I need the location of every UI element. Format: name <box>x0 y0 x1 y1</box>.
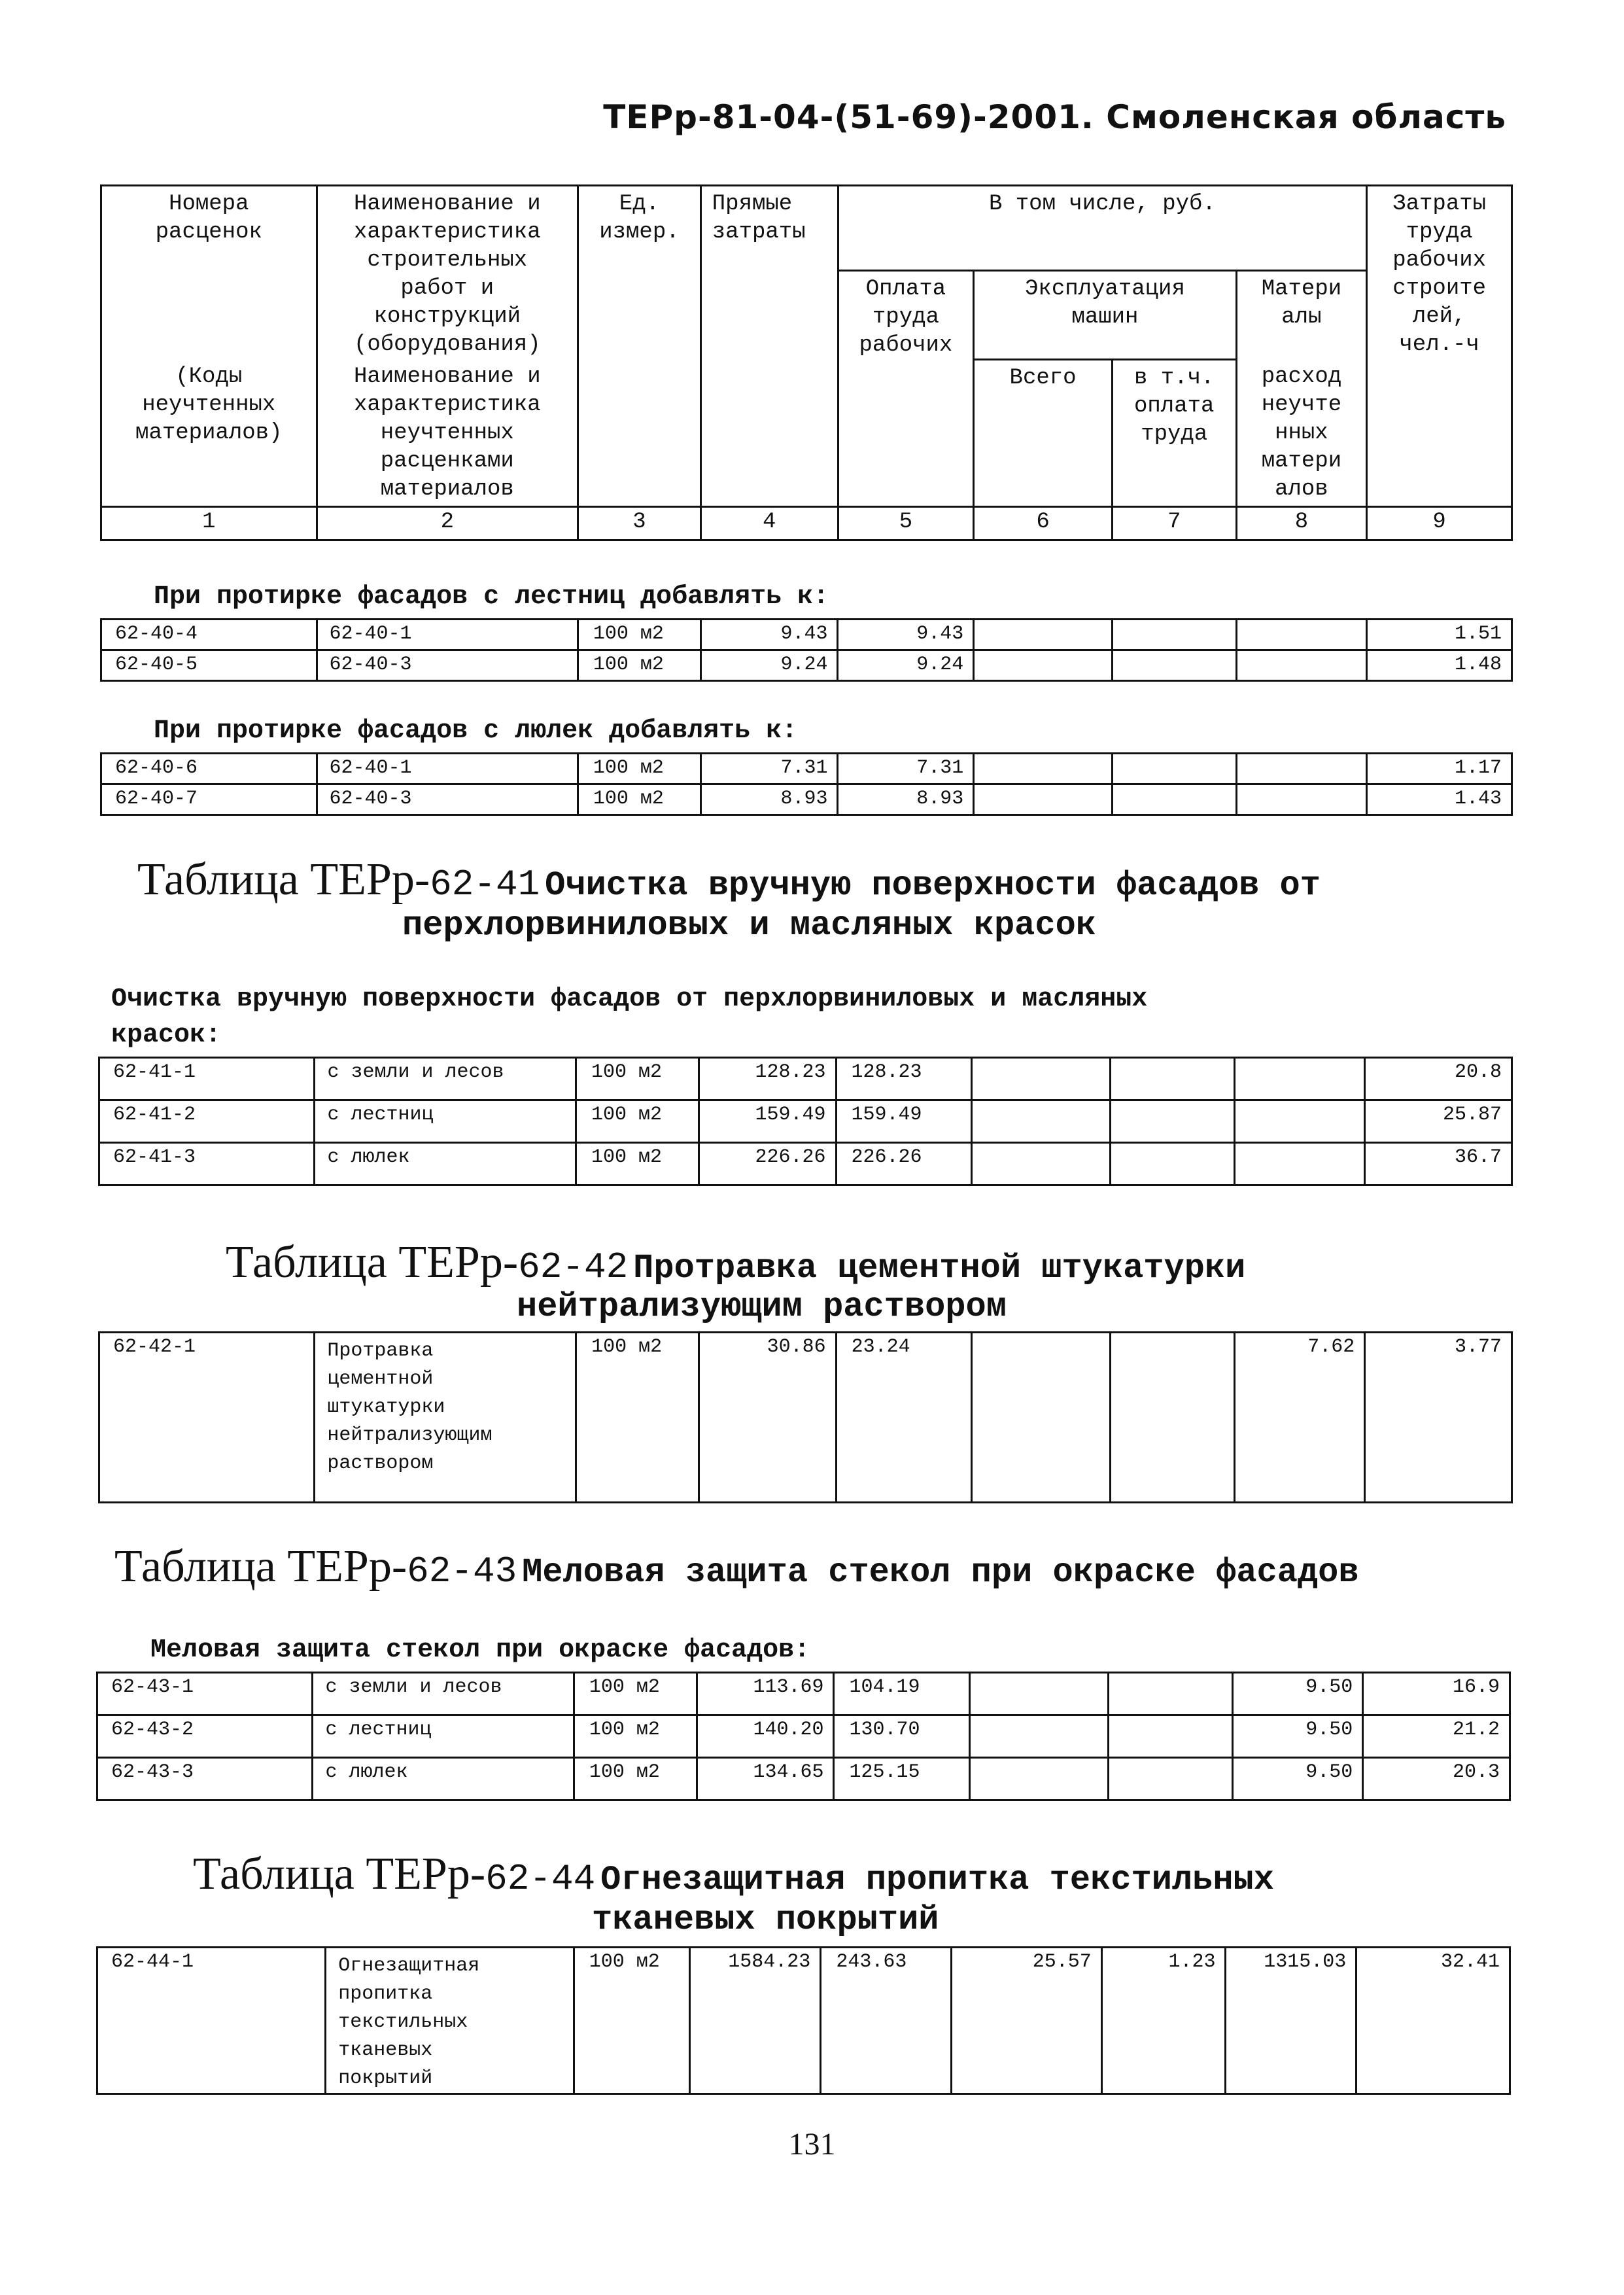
labor-costs: 36.7 <box>1365 1143 1512 1185</box>
machines-total: 25.57 <box>952 1948 1102 2094</box>
unit: 100 м2 <box>578 754 700 784</box>
materials <box>1236 650 1367 681</box>
labor-costs: 20.3 <box>1363 1758 1510 1800</box>
machine-wages <box>1112 620 1236 650</box>
labor-costs: 1.43 <box>1367 784 1512 815</box>
work-name: 62-40-1 <box>317 620 578 650</box>
col-header-unit: Ед. измер. <box>578 186 701 507</box>
table-62-44 <box>96 1946 1511 2095</box>
direct-costs: 128.23 <box>699 1058 836 1100</box>
direct-costs: 134.65 <box>697 1758 834 1800</box>
labor-costs: 1.17 <box>1367 754 1512 784</box>
direct-costs: 8.93 <box>700 784 838 815</box>
rate-code: 62-41-2 <box>99 1100 315 1143</box>
labor-costs: 32.41 <box>1356 1948 1510 2094</box>
work-name: Огнезащитная пропитка текстильных тканевых покрытий <box>326 1948 574 2094</box>
table-row <box>101 650 1512 681</box>
rate-code: 62-43-1 <box>97 1673 313 1715</box>
unit: 100 м2 <box>578 620 700 650</box>
column-number: 6 <box>974 506 1113 540</box>
wages: 8.93 <box>838 784 974 815</box>
wages: 9.43 <box>838 620 974 650</box>
labor-costs: 25.87 <box>1365 1100 1512 1143</box>
materials <box>1234 1143 1365 1185</box>
rate-code: 62-43-2 <box>97 1715 313 1758</box>
column-number: 2 <box>317 506 578 540</box>
col-header-machine-wages: в т.ч. оплата труда <box>1112 359 1236 506</box>
unit: 100 м2 <box>576 1100 699 1143</box>
machine-wages <box>1108 1715 1232 1758</box>
col-header-wages: Оплата труда рабочих <box>838 271 974 507</box>
machines-total <box>974 650 1113 681</box>
col-header-labor-costs: Затраты труда рабочих строите лей, чел.-ч <box>1367 186 1512 507</box>
direct-costs: 140.20 <box>697 1715 834 1758</box>
column-number: 7 <box>1112 506 1236 540</box>
table-title-62-41: Таблица ТЕРр-62-41 Очистка вручную поверхности фасадов от <box>137 854 1321 905</box>
work-name: с земли и лесов <box>315 1058 576 1100</box>
machine-wages <box>1110 1143 1234 1185</box>
col-header-rate-numbers: Номера расценок <box>101 186 317 360</box>
table-title-62-42: Таблица ТЕРр-62-42 Протравка цементной штукатурки <box>226 1237 1246 1288</box>
col-header-direct-costs: Прямые затраты <box>700 186 838 507</box>
wages: 7.31 <box>838 754 974 784</box>
table-row <box>97 1715 1510 1758</box>
unit: 100 м2 <box>576 1058 699 1100</box>
wages: 23.24 <box>836 1333 972 1503</box>
col-header-unaccounted-materials: расход неучте нных матери алов <box>1236 359 1367 506</box>
direct-costs: 1584.23 <box>690 1948 821 2094</box>
work-name: 62-40-3 <box>317 784 578 815</box>
direct-costs: 30.86 <box>699 1333 836 1503</box>
col-header-group-including: В том числе, руб. <box>838 186 1367 271</box>
direct-costs: 159.49 <box>699 1100 836 1143</box>
unit: 100 м2 <box>574 1673 697 1715</box>
materials: 7.62 <box>1234 1333 1365 1503</box>
column-number: 3 <box>578 506 701 540</box>
labor-costs: 20.8 <box>1365 1058 1512 1100</box>
work-name: с лестниц <box>315 1100 576 1143</box>
machines-total <box>972 1143 1111 1185</box>
labor-costs: 21.2 <box>1363 1715 1510 1758</box>
work-name: с люлек <box>313 1758 574 1800</box>
column-number: 5 <box>838 506 974 540</box>
machines-total <box>970 1758 1109 1800</box>
rate-code: 62-40-5 <box>101 650 317 681</box>
table-title-62-44-line2: тканевых покрытий <box>592 1901 939 1939</box>
labor-costs: 16.9 <box>1363 1673 1510 1715</box>
direct-costs: 9.24 <box>700 650 838 681</box>
rate-code: 62-42-1 <box>99 1333 315 1503</box>
unit: 100 м2 <box>576 1143 699 1185</box>
work-name: 62-40-3 <box>317 650 578 681</box>
table-row <box>101 620 1512 650</box>
materials <box>1236 754 1367 784</box>
rate-code: 62-40-6 <box>101 754 317 784</box>
machine-wages <box>1110 1058 1234 1100</box>
column-number: 9 <box>1367 506 1512 540</box>
table-62-41 <box>98 1057 1513 1186</box>
table-row <box>101 754 1512 784</box>
materials: 9.50 <box>1232 1715 1363 1758</box>
wages: 9.24 <box>838 650 974 681</box>
rate-code: 62-41-1 <box>99 1058 315 1100</box>
table-62-43 <box>96 1672 1511 1801</box>
machine-wages <box>1112 754 1236 784</box>
work-name: Протравка цементной штукатурки нейтрализующим раствором <box>315 1333 576 1503</box>
machine-wages: 1.23 <box>1101 1948 1226 2094</box>
wages: 104.19 <box>834 1673 970 1715</box>
table-row <box>99 1143 1512 1185</box>
table-row <box>99 1058 1512 1100</box>
unit: 100 м2 <box>578 784 700 815</box>
page-number: 131 <box>788 2127 836 2162</box>
wages: 128.23 <box>836 1058 972 1100</box>
materials <box>1236 784 1367 815</box>
materials <box>1234 1058 1365 1100</box>
unit: 100 м2 <box>578 650 700 681</box>
section-label-ladders: При протирке фасадов с лестниц добавлять к: <box>154 582 829 612</box>
materials: 9.50 <box>1232 1758 1363 1800</box>
table-cradles <box>100 752 1513 816</box>
machines-total <box>970 1715 1109 1758</box>
labor-costs: 3.77 <box>1365 1333 1512 1503</box>
rate-code: 62-40-7 <box>101 784 317 815</box>
machine-wages <box>1112 784 1236 815</box>
col-header-machines: Эксплуатация машин <box>974 271 1236 360</box>
table-row <box>97 1758 1510 1800</box>
table-ladders <box>100 618 1513 682</box>
table-title-62-43: Таблица ТЕРр-62-43 Меловая защита стекол при окраске фасадов <box>114 1541 1359 1592</box>
col-header-material-codes: (Коды неучтенных материалов) <box>101 359 317 506</box>
table-title-62-42-line2: нейтрализующим раствором <box>517 1288 1007 1326</box>
table-62-42 <box>98 1331 1513 1503</box>
direct-costs: 9.43 <box>700 620 838 650</box>
wages: 159.49 <box>836 1100 972 1143</box>
machine-wages <box>1108 1673 1232 1715</box>
machine-wages <box>1110 1100 1234 1143</box>
materials: 9.50 <box>1232 1673 1363 1715</box>
work-name: с лестниц <box>313 1715 574 1758</box>
machines-total <box>974 620 1113 650</box>
work-name: с люлек <box>315 1143 576 1185</box>
column-numbers-row <box>101 506 1512 540</box>
rate-code: 62-43-3 <box>97 1758 313 1800</box>
machines-total <box>972 1100 1111 1143</box>
wages: 243.63 <box>821 1948 952 2094</box>
rate-code: 62-41-3 <box>99 1143 315 1185</box>
machines-total <box>970 1673 1109 1715</box>
machines-total <box>974 754 1113 784</box>
col-header-materials: Матери алы <box>1236 271 1367 360</box>
labor-costs: 1.51 <box>1367 620 1512 650</box>
wages: 226.26 <box>836 1143 972 1185</box>
table-row <box>97 1948 1510 2094</box>
rate-code: 62-40-4 <box>101 620 317 650</box>
subtitle-62-41: Очистка вручную поверхности фасадов от перхлорвиниловых и масляных <box>111 985 1148 1014</box>
direct-costs: 7.31 <box>700 754 838 784</box>
table-title-62-41-line2: перхлорвиниловых и масляных красок <box>402 906 1096 945</box>
machines-total <box>972 1058 1111 1100</box>
table-row <box>99 1100 1512 1143</box>
materials <box>1234 1100 1365 1143</box>
materials <box>1236 620 1367 650</box>
table-row <box>101 784 1512 815</box>
unit: 100 м2 <box>574 1758 697 1800</box>
work-name: 62-40-1 <box>317 754 578 784</box>
subtitle-62-41-line2: красок: <box>111 1021 222 1050</box>
page-header-title: ТЕРр-81-04-(51-69)-2001. Смоленская область <box>603 98 1506 136</box>
rate-code: 62-44-1 <box>97 1948 326 2094</box>
col-header-machines-total: Всего <box>974 359 1113 506</box>
table-row <box>99 1333 1512 1503</box>
col-header-material-names: Наименование и характеристика неучтенных расценками материалов <box>317 359 578 506</box>
unit: 100 м2 <box>576 1333 699 1503</box>
unit: 100 м2 <box>574 1715 697 1758</box>
subtitle-62-43: Меловая защита стекол при окраске фасадов: <box>150 1636 810 1665</box>
unit: 100 м2 <box>574 1948 690 2094</box>
column-number: 8 <box>1236 506 1367 540</box>
work-name: с земли и лесов <box>313 1673 574 1715</box>
labor-costs: 1.48 <box>1367 650 1512 681</box>
column-header-table <box>100 184 1513 541</box>
direct-costs: 113.69 <box>697 1673 834 1715</box>
machine-wages <box>1108 1758 1232 1800</box>
machine-wages <box>1112 650 1236 681</box>
table-row <box>97 1673 1510 1715</box>
machines-total <box>974 784 1113 815</box>
wages: 130.70 <box>834 1715 970 1758</box>
column-number: 1 <box>101 506 317 540</box>
machine-wages <box>1110 1333 1234 1503</box>
machines-total <box>972 1333 1111 1503</box>
direct-costs: 226.26 <box>699 1143 836 1185</box>
materials: 1315.03 <box>1226 1948 1356 2094</box>
col-header-work-name: Наименование и характеристика строительных работ и конструкций (оборудования) <box>317 186 578 360</box>
wages: 125.15 <box>834 1758 970 1800</box>
table-title-62-44: Таблица ТЕРр-62-44 Огнезащитная пропитка текстильных <box>193 1849 1274 1900</box>
column-number: 4 <box>700 506 838 540</box>
section-label-cradles: При протирке фасадов с люлек добавлять к: <box>154 716 798 746</box>
